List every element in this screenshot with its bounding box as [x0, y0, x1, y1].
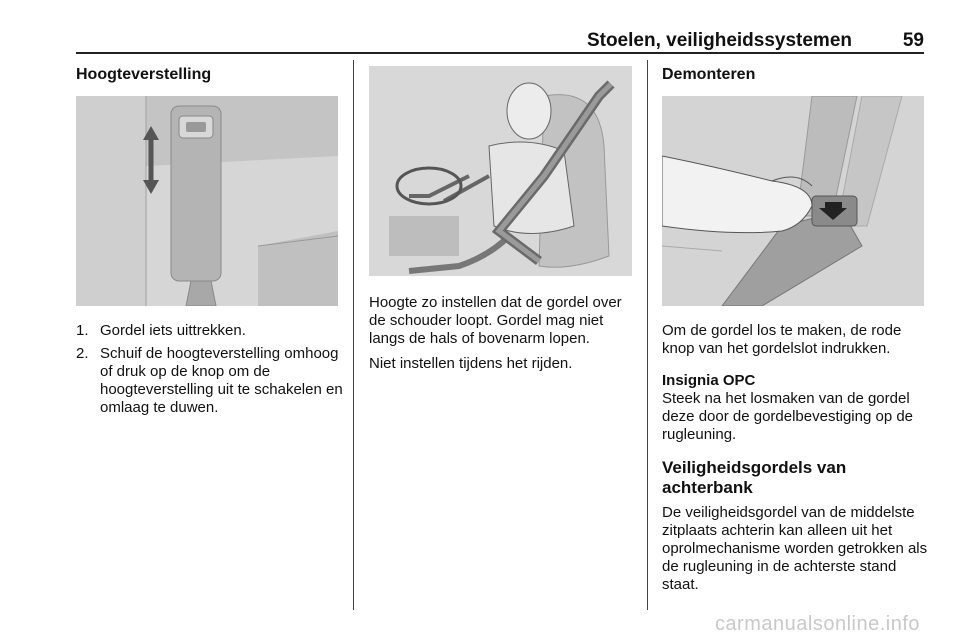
paragraph: Steek na het losmaken van de gordel deze door de gordelbevestiging op de rugleuning.	[662, 390, 914, 443]
instruction-list	[76, 322, 348, 422]
step-number: 2.	[76, 345, 89, 362]
step-text: Gordel iets uittrekken.	[100, 322, 246, 339]
section-heading-rear-seatbelts: Veiligheidsgordels van achterbank	[662, 458, 847, 497]
section-heading-removal: Demonteren	[662, 66, 756, 83]
column-divider-2	[647, 60, 648, 610]
column3-text-rear	[662, 504, 928, 594]
header-rule	[76, 52, 924, 54]
page-header	[76, 30, 924, 52]
seatbelt-height-adjuster-icon	[76, 96, 338, 306]
page-number: 59	[902, 30, 924, 51]
buckle-release-icon	[662, 96, 924, 306]
header-title: Stoelen, veiligheidssystemen	[586, 30, 852, 51]
paragraph: Niet instellen tijdens het rijden.	[369, 355, 573, 372]
section-heading-height-adjust: Hoogteverstelling	[76, 66, 212, 83]
column2-text	[369, 294, 637, 373]
step-text: Schuif de hoogteverstelling omhoog of druk op de knop om de hoogteverstelling uit te schakelen en omlaag te duwen.	[100, 345, 343, 416]
step-number: 1.	[76, 322, 89, 339]
subheading-insignia-opc: Insignia OPC	[662, 372, 756, 389]
driver-seatbelt-icon	[369, 66, 632, 276]
list-item	[76, 345, 348, 417]
list-item	[76, 322, 348, 340]
paragraph: De veiligheidsgordel van de middelste zitplaats achterin kan alleen uit het oprolmechanisme worden getrokken als de rugleuning in de achterste stand staat.	[662, 504, 928, 593]
paragraph: Om de gordel los te maken, de rode knop van het gordelslot indrukken.	[662, 322, 902, 357]
column-divider-1	[353, 60, 354, 610]
column3-text	[662, 322, 928, 444]
watermark: carmanualsonline.info	[714, 613, 920, 635]
paragraph: Hoogte zo instellen dat de gordel over de schouder loopt. Gordel mag niet langs de hals of bovenarm lopen.	[369, 294, 622, 347]
